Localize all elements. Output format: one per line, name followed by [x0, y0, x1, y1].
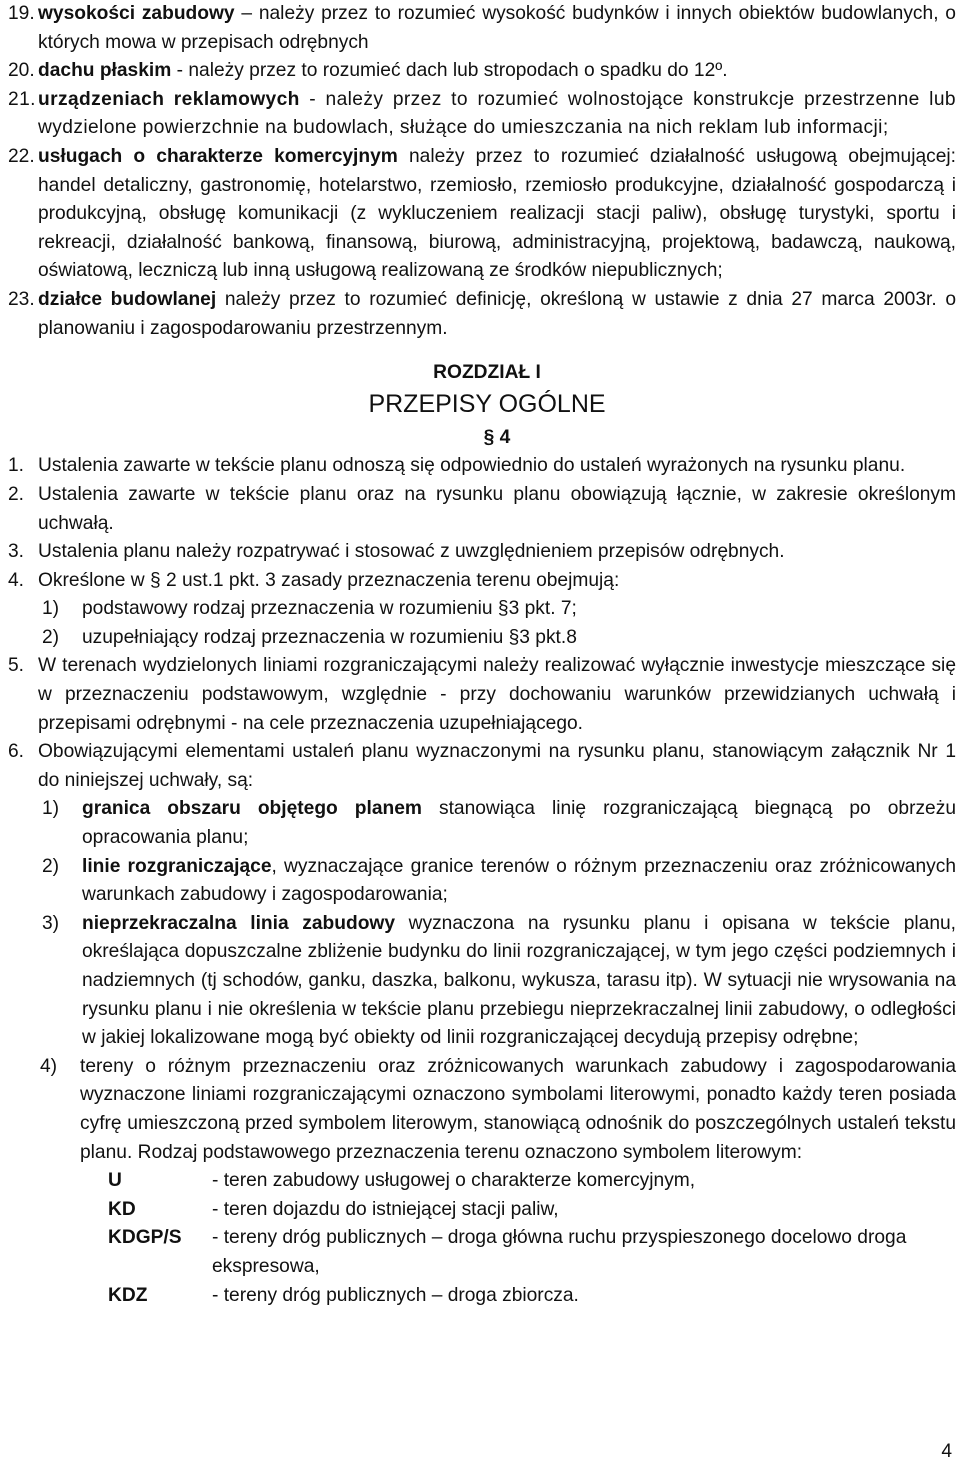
item-text: Ustalenia zawarte w tekście planu odnoszą się odpowiednio do ustaleń wyrażonych na rysunku planu.	[38, 455, 906, 477]
sub-item-number: 1)	[42, 598, 60, 620]
item-text: Ustalenia planu należy rozpatrywać i stosować z uwzględnieniem przepisów odrębnych.	[38, 541, 785, 563]
symbol-description: - tereny dróg publicznych – droga zbiorcza.	[212, 1284, 579, 1306]
item-text: Określone w § 2 ust.1 pkt. 3 zasady przeznaczenia terenu obejmują:	[38, 569, 620, 591]
symbol-row	[108, 1167, 956, 1196]
sub-item-term: granica obszaru objętego planem	[82, 798, 422, 820]
item-number: 4.	[8, 569, 25, 591]
definition-23	[8, 286, 956, 343]
definition-text: – należy przez to rozumieć wysokość budynków i innych obiektów budowlanych, o których mowa w przepisach odrębnych	[38, 3, 956, 53]
item-text: Ustalenia zawarte w tekście planu oraz na rysunku planu obowiązują łącznie, w zakresie określonym uchwałą.	[38, 483, 956, 534]
sub-item-text: uzupełniający rodzaj przeznaczenia w rozumieniu §3 pkt.8	[82, 626, 577, 648]
sub-item-text: podstawowy rodzaj przeznaczenia w rozumieniu §3 pkt. 7;	[82, 598, 577, 620]
definition-21	[8, 86, 956, 143]
sub-item	[42, 853, 956, 910]
item-text: Obowiązującymi elementami ustaleń planu wyznaczonymi na rysunku planu, stanowiącym załącznik Nr 1 do niniejszej uchwały, są:	[38, 741, 956, 791]
sub-item-text: wyznaczona na rysunku planu i opisana w tekście planu, określająca dopuszczalne zbliżenie budynku do linii rozgraniczającej, w tym jego części podziemnych i nadziemnych (tj schodów, ganku, daszka, balkonu, wykusza, tarasu itp). W sytuacji nie wrysowania na rysunku planu i nie określenia w tekście planu przebiegu nieprzekraczalnej linii zabudowy, o odległości w jakiej lokalizowane mogą być obiekty od linii rozgraniczającej decydują przepisy odrębne;	[82, 912, 956, 1049]
list-item	[8, 538, 956, 567]
symbol-code: KDZ	[108, 1284, 148, 1306]
item-number: 6.	[8, 741, 25, 763]
sub-item-number: 4)	[40, 1055, 58, 1077]
list-item	[8, 452, 956, 481]
item-number: 1.	[8, 455, 25, 477]
symbol-row	[108, 1224, 956, 1281]
definition-text: - należy przez to rozumieć dach lub stropodach o spadku do 12º.	[171, 60, 728, 82]
sub-item	[42, 910, 956, 1053]
sub-item	[42, 624, 956, 653]
symbol-code: U	[108, 1170, 122, 1192]
section-heading: § 4	[483, 426, 511, 448]
definition-number: 23.	[8, 288, 35, 310]
item-text: W terenach wydzielonych liniami rozgraniczającymi należy realizować wyłącznie inwestycje mieszczące się w przeznaczeniu podstawowym, względnie - przy dochowaniu warunków przewidzianych uchwałą i przepisami odrębnymi - na cele przeznaczenia uzupełniającego.	[38, 655, 956, 734]
definition-19	[8, 0, 956, 57]
definition-term: usługach o charakterze komercyjnym	[38, 145, 398, 167]
sub-item-term: nieprzekraczalna linia zabudowy	[82, 912, 396, 934]
definition-term: dachu płaskim	[38, 60, 172, 82]
definition-number: 19.	[8, 3, 35, 24]
definition-number: 21.	[8, 88, 36, 110]
list-item	[8, 652, 956, 738]
definition-text: należy przez to rozumieć definicję, określoną w ustawie z dnia 27 marca 2003r. o planowaniu i zagospodarowaniu przestrzennym.	[38, 288, 956, 339]
sub-item-number: 2)	[42, 626, 60, 648]
sub-item	[40, 1053, 956, 1167]
definition-number: 22.	[8, 145, 35, 167]
definition-20	[8, 57, 956, 86]
chapter-title: PRZEPISY OGÓLNE	[368, 389, 606, 418]
item-number: 5.	[8, 655, 25, 677]
item-number: 3.	[8, 541, 25, 563]
definition-term: urządzeniach reklamowych	[38, 88, 300, 110]
definition-number: 20.	[8, 60, 35, 82]
definition-term: działce budowlanej	[38, 288, 217, 310]
sub-item	[42, 595, 956, 624]
page-number: 4	[941, 1441, 952, 1462]
definition-22	[8, 143, 956, 286]
sub-item-text: tereny o różnym przeznaczeniu oraz zróżnicowanych warunkach zabudowy i zagospodarowania wyznaczone liniami rozgraniczającymi oznaczono symbolami literowymi, ponadto każdy teren posiada cyfrę umieszczoną przed symbolem literowym, stanowiącą odnośnik do poszczególnych ustaleń tekstu planu. Rodzaj podstawowego przeznaczenia terenu oznaczono symbolem literowym:	[80, 1055, 956, 1163]
sub-item-number: 1)	[42, 798, 60, 820]
sub-item	[42, 795, 956, 852]
item-number: 2.	[8, 483, 25, 505]
list-item	[8, 567, 956, 596]
chapter-label: ROZDZIAŁ I	[433, 362, 541, 384]
sub-item-text: , wyznaczające granice terenów o różnym przeznaczeniu oraz zróżnicowanych warunkach zabudowy i zagospodarowania;	[82, 855, 956, 906]
sub-item-term: linie rozgraniczające	[82, 855, 272, 877]
symbol-row	[108, 1282, 956, 1311]
symbol-description: - teren dojazdu do istniejącej stacji paliw,	[212, 1198, 559, 1220]
sub-item-text: stanowiąca linię rozgraniczającą biegnącą po obrzeżu opracowania planu;	[82, 798, 956, 849]
definition-term: wysokości zabudowy	[38, 3, 235, 24]
list-item	[8, 738, 956, 795]
symbol-code: KD	[108, 1198, 136, 1220]
symbol-description: - teren zabudowy usługowej o charakterze komercyjnym,	[212, 1170, 696, 1192]
sub-item-number: 3)	[42, 912, 60, 934]
sub-item-number: 2)	[42, 855, 60, 877]
list-item	[8, 481, 956, 538]
document-page	[8, 0, 956, 1310]
symbol-row	[108, 1196, 956, 1225]
symbol-description: - tereny dróg publicznych – droga główna ruchu przyspieszonego docelowo droga ekspresowa,	[212, 1227, 907, 1277]
definition-text: - należy przez to rozumieć wolnostojące konstrukcje przestrzenne lub wydzielone powierzchnie na budowlach, służące do umieszczania na nich reklam lub informacji;	[38, 88, 956, 139]
symbol-code: KDGP/S	[108, 1227, 182, 1249]
definition-text: należy przez to rozumieć działalność usługową obejmującej: handel detaliczny, gastronomię, hotelarstwo, rzemiosło, rzemiosło produkcyjne, działalność gospodarczą i produkcyjną, obsługę komunikacji (z wykluczeniem realizacji stacji paliw), obsługę turystyki, sportu i rekreacji, działalność bankową, finansową, biurową, administracyjną, projektową, badawczą, naukową, oświatową, leczniczą lub inną usługową realizowaną ze środków niepublicznych;	[38, 145, 956, 282]
